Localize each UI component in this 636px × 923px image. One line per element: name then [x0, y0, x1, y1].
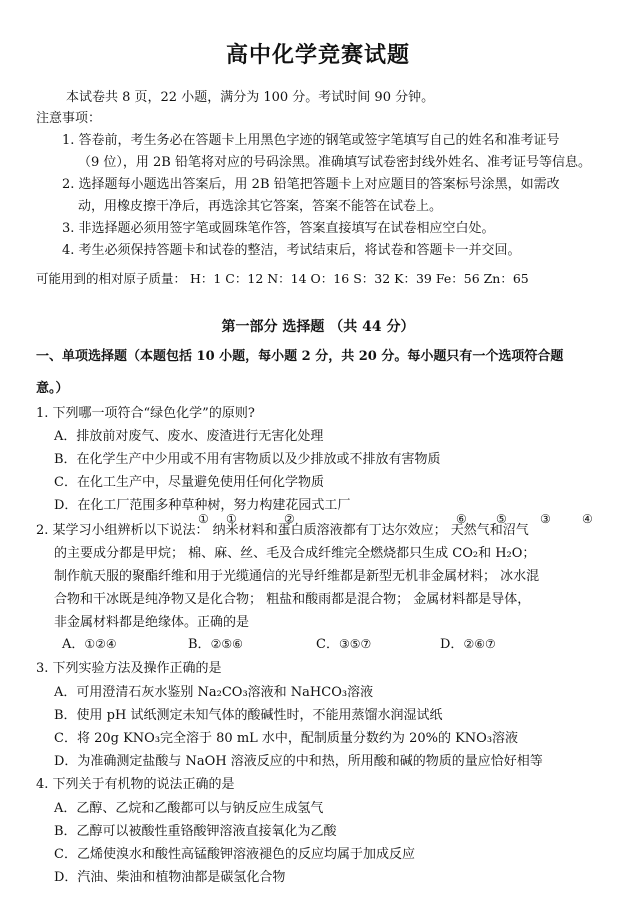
option-letter: A． — [62, 637, 85, 652]
question-3-option: B．使用 pH 试纸测定未知气体的酸碱性时，不能用蒸馏水润湿试纸 — [54, 708, 443, 723]
question-2-option-b — [188, 636, 243, 654]
statement-marker: ③ — [540, 512, 551, 526]
option-value: ①②④ — [84, 637, 117, 651]
question-2-line: 2. 某学习小组辨析以下说法： 纳米材料和蛋白质溶液都有丁达尔效应； 天然气和沼气 — [36, 523, 529, 538]
question-4-option: C．乙烯使溴水和酸性高锰酸钾溶液褪色的反应均属于加成反应 — [54, 847, 415, 862]
statement-marker: ⑤ — [496, 512, 507, 526]
question-4-option: A．乙醇、乙烷和乙酸都可以与钠反应生成氢气 — [54, 801, 324, 816]
part-title: 第一部分 选择题 （共 44 分） — [221, 319, 415, 335]
question-4-option: D．汽油、柴油和植物油都是碳氢化合物 — [54, 870, 286, 885]
question-1-option: D．在化工厂范围多种草种树，努力构建花园式工厂 — [54, 498, 351, 513]
question-1-stem: 1. 下列哪一项符合“绿色化学”的原则? — [36, 406, 255, 421]
statement-marker: ① — [226, 512, 237, 526]
question-2-option-a — [62, 636, 117, 654]
exam-title: 高中化学竞赛试题 — [225, 42, 410, 68]
note-line: （9 位），用 2B 铅笔将对应的号码涂黑。准确填写试卷密封线外姓名、准考证号等信息。 — [78, 155, 591, 170]
question-1-option: C．在化工生产中，尽量避免使用任何化学物质 — [54, 475, 324, 490]
section-heading-cont: 意。） — [36, 381, 69, 396]
statement-marker: ① — [198, 512, 209, 526]
question-3-option: C．将 20g KNO₃完全溶于 80 mL 水中，配制质量分数约为 20%的 KNO₃溶液 — [54, 731, 519, 746]
notes-heading: 注意事项： — [36, 111, 102, 126]
option-value: ②⑤⑥ — [210, 637, 243, 651]
note-line: 2. 选择题每小题选出答案后，用 2B 铅笔把答题卡上对应题目的答案标号涂黑，如需改 — [62, 177, 560, 192]
statement-marker: ② — [284, 512, 295, 526]
question-2-line: 制作航天服的聚酯纤维和用于光缆通信的光导纤维都是新型无机非金属材料； 冰水混 — [54, 569, 540, 584]
note-line: 1. 答卷前，考生务必在答题卡上用黑色字迹的钢笔或签字笔填写自己的姓名和准考证号 — [62, 133, 560, 148]
question-1-option: B．在化学生产中少用或不用有害物质以及少排放或不排放有害物质 — [54, 452, 441, 467]
question-3-stem: 3. 下列实验方法及操作正确的是 — [36, 661, 222, 676]
note-line: 3. 非选择题必须用签字笔或圆珠笔作答，答案直接填写在试卷相应空白处。 — [62, 221, 495, 236]
statement-marker: ⑥ — [456, 512, 467, 526]
section-heading: 一、单项选择题（本题包括 10 小题，每小题 2 分，共 20 分。每小题只有一个选项符合题 — [36, 349, 564, 364]
note-line: 动，用橡皮擦干净后，再选涂其它答案，答案不能答在试卷上。 — [78, 199, 443, 214]
question-4-option: B．乙醇可以被酸性重铬酸钾溶液直接氧化为乙酸 — [54, 824, 337, 839]
option-letter: B． — [188, 637, 211, 652]
note-line: 4. 考生必须保持答题卡和试卷的整洁，考试结束后，将试卷和答题卡一并交回。 — [62, 243, 521, 258]
question-2-line: 的主要成分都是甲烷； 棉、麻、丝、毛及合成纤维完全燃烧都只生成 CO₂和 H₂O； — [54, 546, 536, 561]
question-2-line: 非金属材料都是绝缘体。正确的是 — [54, 615, 250, 630]
option-letter: D． — [440, 637, 464, 652]
option-value: ②⑥⑦ — [463, 637, 496, 651]
option-value: ③⑤⑦ — [338, 637, 372, 651]
exam-intro: 本试卷共 8 页，22 小题，满分为 100 分。考试时间 90 分钟。 — [66, 90, 435, 105]
statement-marker: ④ — [582, 512, 593, 526]
atomic-masses: 可能用到的相对原子质量： H：1 C：12 N：14 O：16 S：32 K：39 Fe：56 Zn：65 — [36, 271, 529, 286]
question-3-option: A．可用澄清石灰水鉴别 Na₂CO₃溶液和 NaHCO₃溶液 — [54, 685, 374, 700]
question-2-line: 合物和干冰既是纯净物又是化合物； 粗盐和酸雨都是混合物； 金属材料都是导体， — [54, 592, 531, 607]
question-2-option-c — [316, 636, 371, 654]
question-1-option: A．排放前对废气、废水、废渣进行无害化处理 — [54, 429, 324, 444]
question-2-option-d — [440, 636, 496, 654]
question-4-stem: 4. 下列关于有机物的说法正确的是 — [36, 777, 235, 792]
option-letter: C． — [316, 637, 339, 652]
question-3-option: D．为准确测定盐酸与 NaOH 溶液反应的中和热，所用酸和碱的物质的量应恰好相等 — [54, 754, 543, 769]
